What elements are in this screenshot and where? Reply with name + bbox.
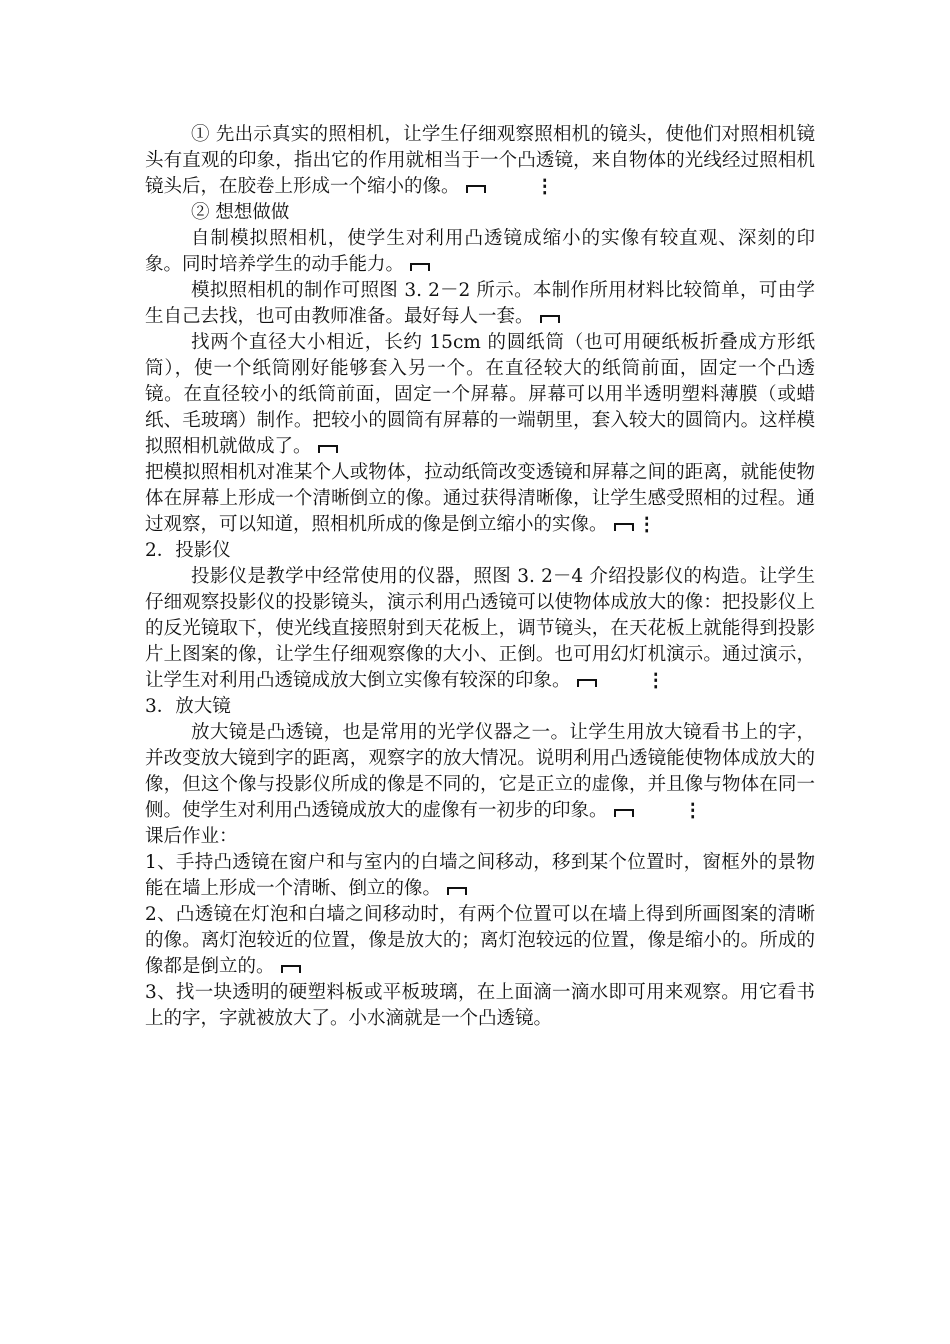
section-heading	[145, 694, 815, 720]
edit-mark-icon	[614, 521, 634, 531]
paragraph	[145, 564, 815, 694]
paragraph-text: 找两个直径大小相近，长约 15cm 的圆纸筒（也可用硬纸板折叠成方形纸筒），使一个纸筒刚好能够套入另一个。在直径较大的纸筒前面，固定一个凸透镜。在直径较小的纸筒前面，固定一个屏幕。屏幕可以用半透明塑料薄膜（或蜡纸、毛玻璃）制作。把较小的圆筒有屏幕的一端朝里，套入较大的圆筒内。这样模拟照相机就做成了。	[145, 332, 815, 457]
paragraph	[145, 330, 815, 460]
edit-mark-icon	[410, 261, 430, 271]
paragraph-dots: ⋮	[637, 514, 657, 535]
section-heading-text: 3．放大镜	[145, 696, 231, 717]
edit-mark-icon	[614, 807, 634, 817]
paragraph-dots: ⋮	[535, 176, 555, 197]
homework-heading	[145, 824, 815, 850]
paragraph-text: 自制模拟照相机，使学生对利用凸透镜成缩小的实像有较直观、深刻的印象。同时培养学生的动手能力。	[145, 228, 815, 275]
paragraph-dots: ⋮	[683, 800, 703, 821]
paragraph-text: 把模拟照相机对准某个人或物体，拉动纸筒改变透镜和屏幕之间的距离，就能使物体在屏幕上形成一个清晰倒立的像。通过获得清晰像，让学生感受照相的过程。通过观察，可以知道，照相机所成的像是倒立缩小的实像。	[145, 462, 815, 535]
paragraph	[145, 122, 815, 200]
edit-mark-icon	[447, 885, 467, 895]
paragraph	[145, 460, 815, 538]
document-body	[145, 122, 815, 1032]
homework-item	[145, 980, 815, 1032]
paragraph	[145, 720, 815, 824]
homework-item-text: 3、找一块透明的硬塑料板或平板玻璃，在上面滴一滴水即可用来观察。用它看书上的字，字就被放大了。小水滴就是一个凸透镜。	[145, 982, 815, 1029]
paragraph	[145, 278, 815, 330]
paragraph-dots: ⋮	[646, 670, 666, 691]
homework-item	[145, 850, 815, 902]
section-heading	[145, 538, 815, 564]
edit-mark-icon	[281, 963, 301, 973]
paragraph-text: 放大镜是凸透镜，也是常用的光学仪器之一。让学生用放大镜看书上的字，并改变放大镜到字的距离，观察字的放大情况。说明利用凸透镜能使物体成放大的像，但这个像与投影仪所成的像是不同的，它是正立的虚像，并且像与物体在同一侧。使学生对利用凸透镜成放大的虚像有一初步的印象。	[145, 722, 815, 821]
paragraph-text: 模拟照相机的制作可照图 3. 2－2 所示。本制作所用材料比较简单，可由学生自己去找，也可由教师准备。最好每人一套。	[145, 280, 815, 327]
paragraph-text: ② 想想做做	[191, 202, 290, 223]
paragraph	[145, 200, 815, 226]
edit-mark-icon	[540, 313, 560, 323]
homework-heading-text: 课后作业：	[145, 826, 238, 847]
edit-mark-icon	[318, 443, 338, 453]
homework-item-text: 2、凸透镜在灯泡和白墙之间移动时，有两个位置可以在墙上得到所画图案的清晰的像。离灯泡较近的位置，像是放大的；离灯泡较远的位置，像是缩小的。所成的像都是倒立的。	[145, 904, 815, 977]
section-heading-text: 2．投影仪	[145, 540, 231, 561]
homework-item-text: 1、手持凸透镜在窗户和与室内的白墙之间移动，移到某个位置时，窗框外的景物能在墙上形成一个清晰、倒立的像。	[145, 852, 815, 899]
edit-mark-icon	[577, 677, 597, 687]
paragraph-text: 投影仪是教学中经常使用的仪器，照图 3. 2－4 介绍投影仪的构造。让学生仔细观察投影仪的投影镜头，演示利用凸透镜可以使物体成放大的像：把投影仪上的反光镜取下，使光线直接照射到天花板上，调节镜头，在天花板上就能得到投影片上图案的像，让学生仔细观察像的大小、正倒。也可用幻灯机演示。通过演示，让学生对利用凸透镜成放大倒立实像有较深的印象。	[145, 566, 815, 691]
paragraph	[145, 226, 815, 278]
edit-mark-icon	[466, 183, 486, 193]
homework-item	[145, 902, 815, 980]
paragraph-text: ① 先出示真实的照相机，让学生仔细观察照相机的镜头，使他们对照相机镜头有直观的印象，指出它的作用就相当于一个凸透镜，来自物体的光线经过照相机镜头后，在胶卷上形成一个缩小的像。	[145, 124, 815, 197]
